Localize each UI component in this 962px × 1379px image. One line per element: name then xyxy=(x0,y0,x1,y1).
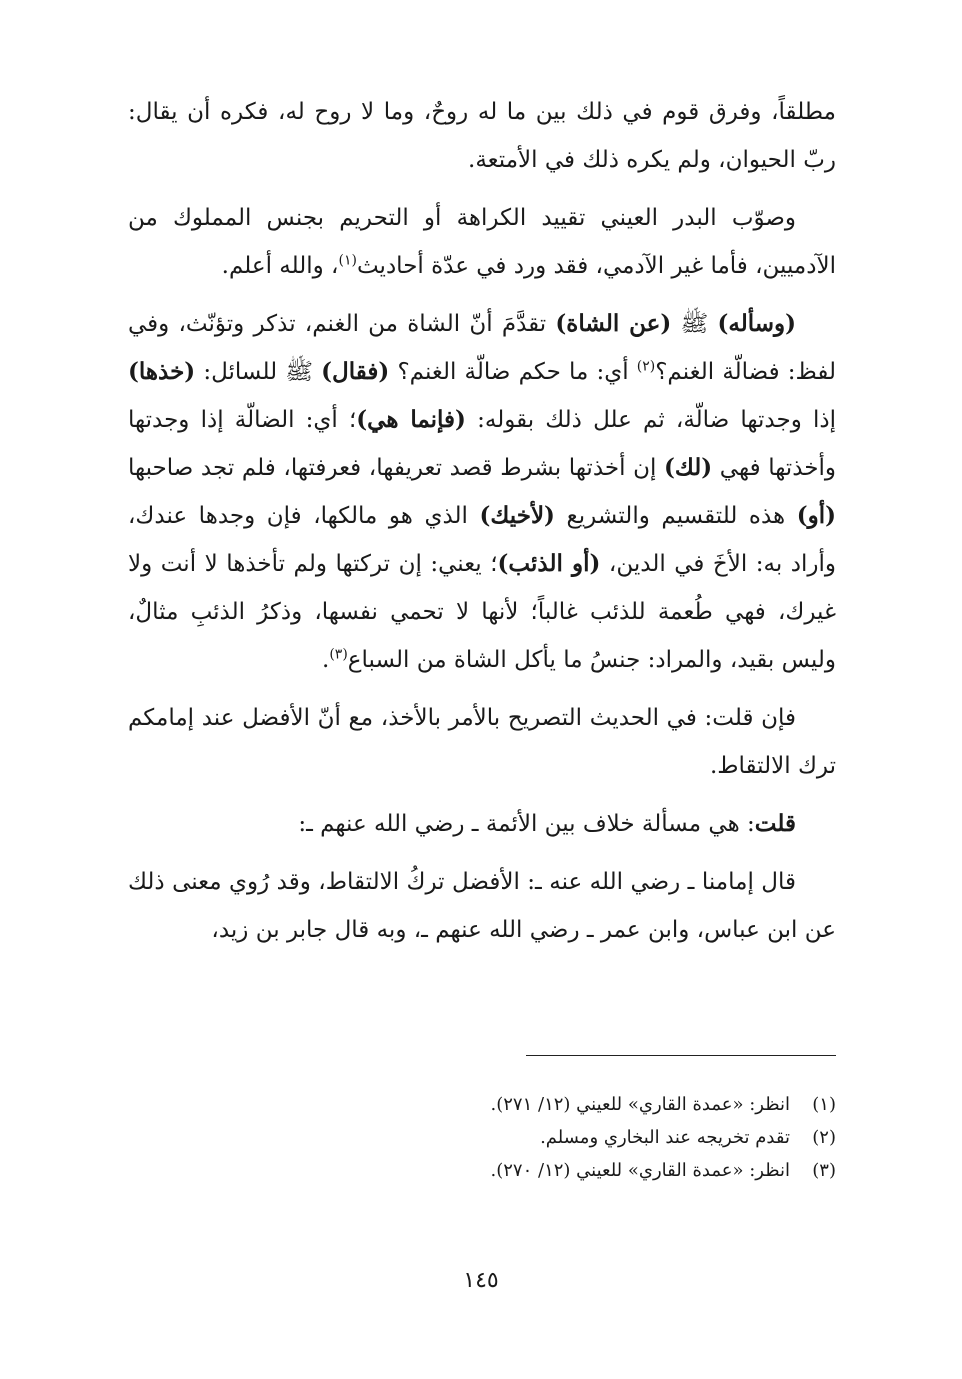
text-run: فإن قلت: في الحديث التصريح بالأمر بالأخذ، مع أنّ الأفضل عند إمامكم ترك الالتقاط. xyxy=(128,705,836,779)
text-run: إن أخذتها بشرط قصد تعريفها، فعرفتها، فلم تجد صاحبها xyxy=(128,455,665,481)
paragraph-5 xyxy=(128,800,836,848)
paragraph-1 xyxy=(128,88,836,184)
main-text xyxy=(128,88,836,964)
footnotes xyxy=(128,1088,836,1187)
paragraph-2 xyxy=(128,194,836,290)
bold-term: (خذها) xyxy=(128,358,196,385)
bold-term: (لأخيك) xyxy=(479,502,555,529)
footnote-text: انظر: «عمدة القاري» للعيني (١٢/ ٢٧٠). xyxy=(490,1160,790,1181)
text-run: ، والله أعلم. xyxy=(221,253,339,279)
footnote-ref: (٣) xyxy=(329,646,348,663)
bold-term: (فقال) xyxy=(321,358,390,385)
text-run: ﷺ للسائل: xyxy=(195,359,322,385)
footnote-text: انظر: «عمدة القاري» للعيني (١٢/ ٢٧١). xyxy=(490,1094,790,1115)
footnote-number: (١) xyxy=(812,1094,836,1115)
bold-term: (وسأله) xyxy=(717,310,796,337)
text-run: ؛ أي: الضالّة إذا وجدتها وأخذتها فهي xyxy=(128,407,836,481)
text-run: الذي هو مالكها، فإن وجدها عندك، وأراد به: الأخَ في الدين، xyxy=(128,503,836,577)
paragraph-3 xyxy=(128,300,836,684)
text-run: ﷺ xyxy=(671,311,718,337)
footnote-number: (٢) xyxy=(812,1127,836,1148)
bold-term: قلت xyxy=(754,810,796,837)
bold-term: (فإنما هي) xyxy=(356,406,466,433)
text-run: . xyxy=(322,647,330,673)
bold-term: (عن الشاة) xyxy=(555,310,672,337)
page-number: ١٤٥ xyxy=(463,1268,499,1293)
footnote-1 xyxy=(128,1088,836,1121)
text-run: تقدَّمَ أنّ الشاة من الغنم، تذكر وتؤنّث، وفي لفظ: فضالّة الغنم؟ xyxy=(128,311,836,385)
footnote-3 xyxy=(128,1154,836,1187)
text-run: إذا وجدتها ضالّة، ثم علل ذلك بقوله: xyxy=(465,407,837,433)
footnote-2 xyxy=(128,1121,836,1154)
bold-term: (لك) xyxy=(664,454,713,481)
footnote-ref: (٢) xyxy=(636,358,656,375)
paragraph-6 xyxy=(128,858,836,954)
bold-term: (أو) xyxy=(796,502,836,529)
bold-term: (أو الذئب) xyxy=(497,550,601,577)
paragraph-4 xyxy=(128,694,836,790)
text-run: : هي مسألة خلاف بين الأئمة ـ رضي الله عنهم ـ: xyxy=(298,811,755,837)
footnote-ref: (١) xyxy=(338,252,357,269)
text-run: أي: ما حكم ضالّة الغنم؟ xyxy=(389,359,637,385)
text-run: هذه للتقسيم والتشريع xyxy=(554,503,797,529)
text-run: ؛ يعني: إن تركتها ولم تأخذها لا أنت ولا غيرك، فهي طُعمة للذئب غالباً؛ لأنها لا تحمي نفسها، وذكرُ الذئبِ مثالٌ، وليس بقيد، والمراد: جنسُ ما يأكل الشاة من السباع xyxy=(128,551,836,673)
text-run: قال إمامنا ـ رضي الله عنه ـ: الأفضل تركُ الالتقاط، وقد رُوي معنى ذلك عن ابن عباس، وابن عمر ـ رضي الله عنهم ـ، وبه قال جابر بن زيد، xyxy=(128,869,836,943)
footnote-separator xyxy=(526,1055,836,1056)
text-run: مطلقاً، وفرق قوم في ذلك بين ما له روحٌ، وما لا روح له، فكره أن يقال: ربّ الحيوان، ولم يكره ذلك في الأمتعة. xyxy=(128,99,836,173)
text-run: وصوّب البدر العيني تقييد الكراهة أو التحريم بجنس المملوك من الآدميين، فأما غير الآدمي، فقد ورد في عدّة أحاديث xyxy=(128,205,836,279)
footnote-text: تقدم تخريجه عند البخاري ومسلم. xyxy=(540,1127,790,1148)
footnote-number: (٣) xyxy=(812,1160,836,1181)
